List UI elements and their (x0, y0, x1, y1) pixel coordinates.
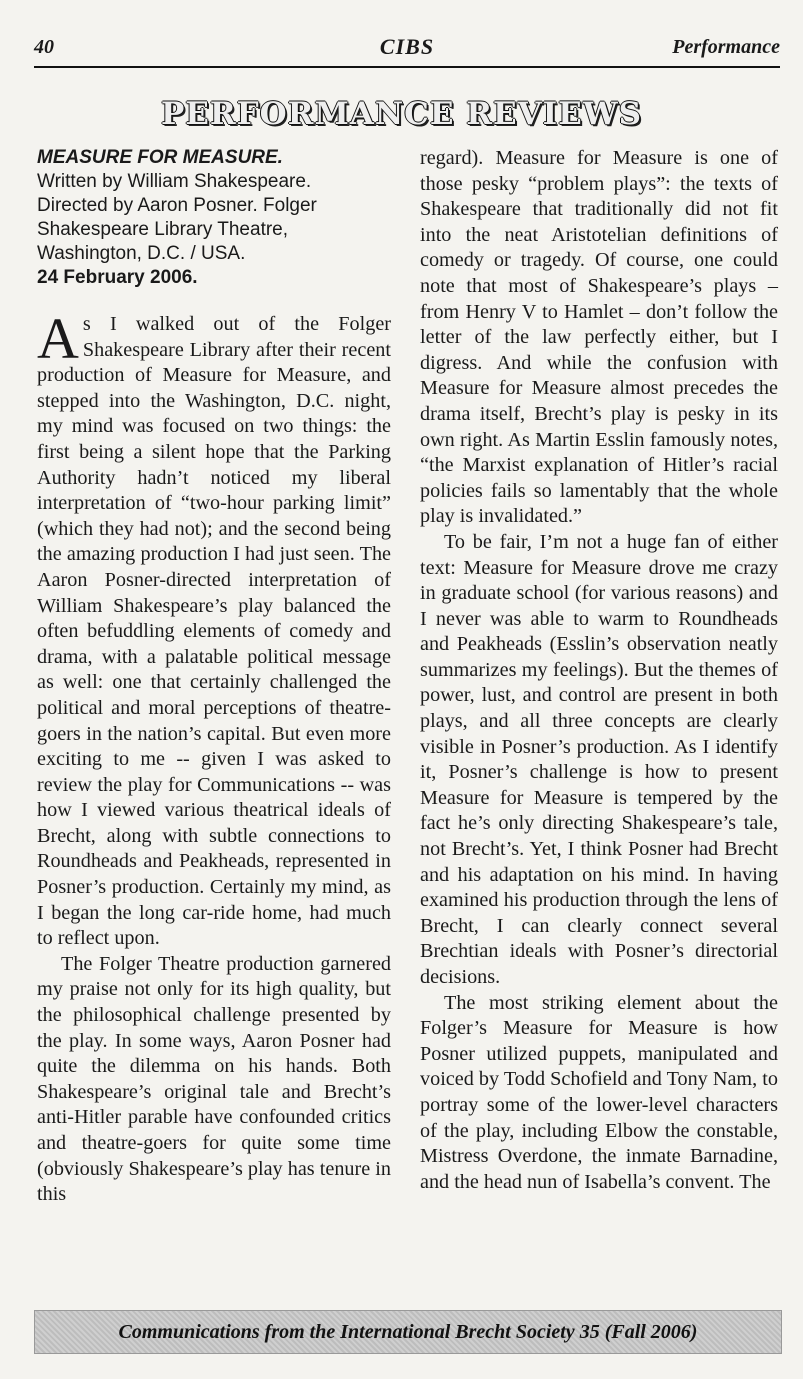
drop-cap: A (37, 306, 79, 371)
right-column (420, 146, 778, 1195)
review-info (37, 146, 391, 290)
body-paragraph: The most striking element about the Folger’s Measure for Measure is how Posner utilized puppets, manipulated and voiced by Todd Schofield and Tony Nam, to portray some of the lower-level characters of the play, including Elbow the constable, Mistress Overdone, the inmate Barnadine, and the head nun of Isabella’s convent. The (420, 991, 778, 1193)
performance-date: 24 February 2006. (37, 267, 198, 288)
body-paragraph (37, 306, 391, 952)
journal-name: CIBS (379, 34, 435, 59)
body-paragraph: regard). Measure for Measure is one of those pesky “problem plays”: the texts of Shakespeare that traditionally did not fit into the neat Aristotelian definitions of comedy or tragedy. Of course, one could note that most of Shakespeare’s plays – from Henry V to Hamlet – don’t follow the letter of the law perfectly either, but I digress. And while the confusion with Measure for Measure almost precedes the drama itself, Brecht’s play is pesky in its own right. As Martin Esslin famously notes, “the Marxist explanation of Hitler’s racial policies fails so lamentably that the whole play is invalidated.” (420, 147, 778, 528)
play-title: MEASURE FOR MEASURE. (37, 147, 283, 168)
page-number: 40 (34, 36, 54, 58)
section-banner: PERFORMANCE REVIEWS (160, 96, 643, 132)
body-paragraph: To be fair, I’m not a huge fan of either text: Measure for Measure drove me crazy in graduate school (for various reasons) and I never was able to warm to Roundheads and Peakheads (Esslin’s observation neatly summarizes my feelings). But the themes of power, lust, and control are present in both plays, and all three concepts are clearly visible in Posner’s production. As I identify it, Posner’s challenge is how to present Measure for Measure is tempered by the fact he’s only directing Shakespeare’s tale, not Brecht’s. Yet, I think Posner had Brecht and his adaptation on his mind. In having examined his production through the lens of Brecht, I can clearly connect several Brechtian ideals with Posner’s directorial decisions. (420, 530, 778, 988)
page-footer: Communications from the International Brecht Society 35 (Fall 2006) (34, 1310, 782, 1354)
section-name: Performance (672, 36, 780, 58)
body-paragraph: The Folger Theatre production garnered my praise not only for its high quality, but the philosophical challenge presented by the play. In some ways, Aaron Posner had quite the dilemma on his hands. Both Shakespeare’s original tale and Brecht’s anti-Hitler parable have confounded critics and theatre-goers for quite some time (obviously Shakespeare’s play has tenure in this (37, 952, 391, 1206)
credits-line-1: Written by William Shakespeare. (37, 171, 312, 192)
paragraph-text: s I walked out of the Folger Shakespeare Library after their recent production of Measure for Measure, and stepped into the Washington, D.C. night, my mind was focused on two things: the first being a silent hope that the Parking Authority hadn’t noticed my liberal interpretation of “two-hour parking limit” (which they had not); and the second being the amazing production I had just seen. The Aaron Posner-directed interpretation of William Shakespeare’s play balanced the often befuddling elements of comedy and drama, with a palatable political message as well: one that certainly challenged the political and moral perceptions of theatre-goers in the nation’s capital. But even more exciting to me -- given I was asked to review the play for Communications -- was how I viewed various theatrical ideals of Brecht, along with subtle connections to Roundheads and Peakheads, represented in Posner’s production. Certainly my mind, as I began the long car-ride home, had much to reflect upon. (37, 313, 391, 950)
page-header (34, 30, 780, 68)
left-column (37, 146, 391, 1208)
credits-line-2: Directed by Aaron Posner. Folger Shakespeare Library Theatre, Washington, D.C. / USA. (37, 195, 317, 264)
